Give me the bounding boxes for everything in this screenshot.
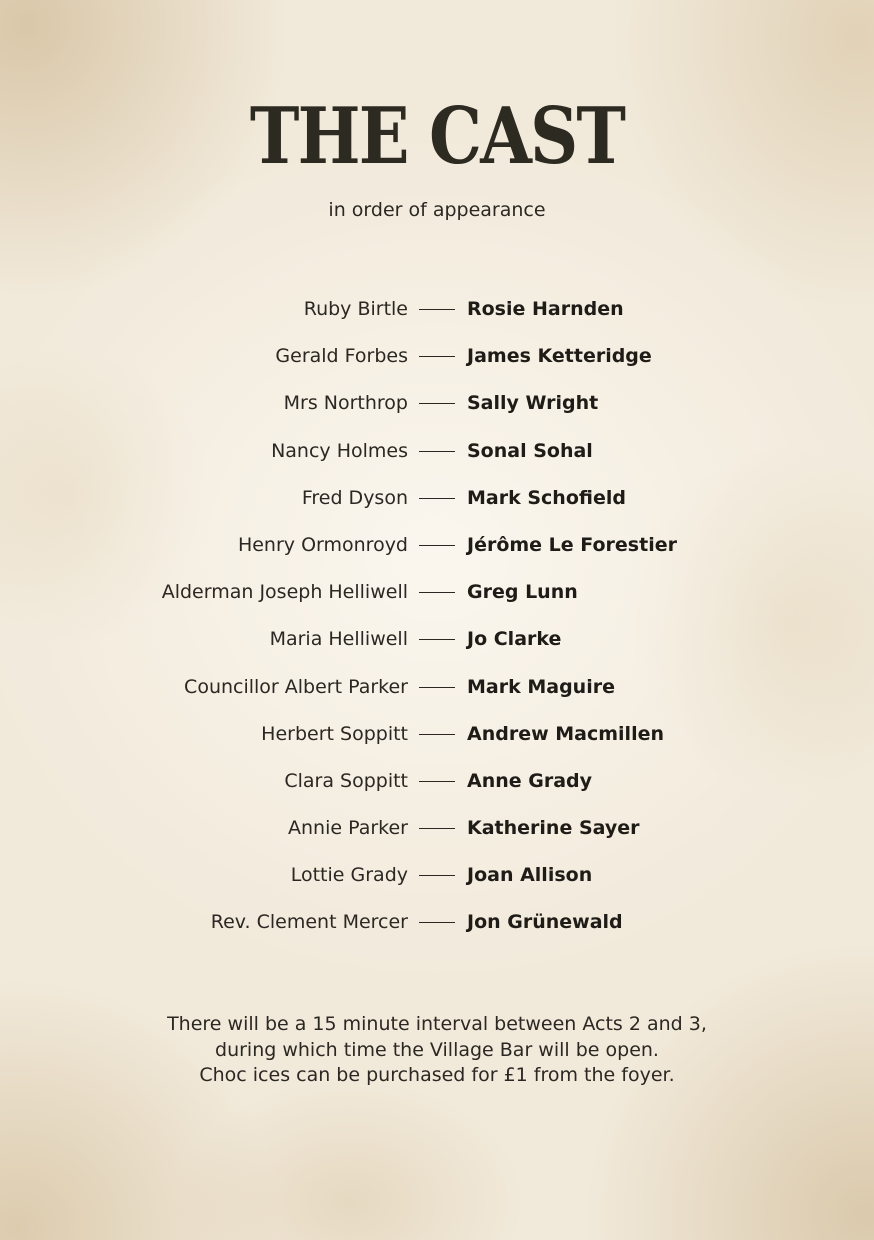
role-name: Fred Dyson xyxy=(301,486,408,509)
actor-name: Sonal Sohal xyxy=(467,439,593,462)
role-name: Lottie Grady xyxy=(290,864,408,887)
actor-name: Mark Schofield xyxy=(467,486,626,509)
cast-row xyxy=(0,341,874,388)
dash-divider xyxy=(419,922,455,923)
dash-divider xyxy=(419,828,455,829)
role-name: Alderman Joseph Helliwell xyxy=(161,581,408,604)
note-line: Choc ices can be purchased for £1 from the foyer. xyxy=(199,1064,675,1086)
role-name: Mrs Northrop xyxy=(283,392,408,415)
note-line: during which time the Village Bar will be open. xyxy=(215,1038,659,1061)
cast-row xyxy=(0,860,874,907)
cast-row xyxy=(0,719,874,766)
dash-divider xyxy=(419,498,455,499)
dash-divider xyxy=(419,781,455,782)
cast-row xyxy=(0,672,874,719)
actor-name: Mark Maguire xyxy=(467,675,615,698)
role-name: Ruby Birtle xyxy=(303,298,408,320)
cast-row xyxy=(0,483,874,530)
actor-name: Sally Wright xyxy=(467,392,599,415)
page-subtitle: in order of appearance xyxy=(328,199,546,221)
role-name: Clara Soppitt xyxy=(284,769,408,792)
actor-name: Greg Lunn xyxy=(467,581,578,604)
role-name: Annie Parker xyxy=(288,817,408,840)
actor-name: Joan Allison xyxy=(467,864,593,887)
dash-divider xyxy=(419,545,455,546)
actor-name: James Ketteridge xyxy=(467,345,652,368)
dash-divider xyxy=(419,403,455,404)
dash-divider xyxy=(419,309,455,310)
dash-divider xyxy=(419,687,455,688)
dash-divider xyxy=(419,639,455,640)
cast-row xyxy=(0,530,874,577)
dash-divider xyxy=(419,875,455,876)
role-name: Maria Helliwell xyxy=(269,628,408,651)
actor-name: Katherine Sayer xyxy=(467,817,640,840)
role-name: Gerald Forbes xyxy=(275,345,408,368)
dash-divider xyxy=(419,592,455,593)
role-name: Nancy Holmes xyxy=(271,439,408,462)
role-name: Rev. Clement Mercer xyxy=(210,911,408,934)
role-name: Councillor Albert Parker xyxy=(184,675,408,698)
cast-row xyxy=(0,294,874,341)
page-title: THE CAST xyxy=(249,91,625,182)
cast-row xyxy=(0,624,874,671)
actor-name: Jon Grünewald xyxy=(467,911,623,934)
cast-row xyxy=(0,388,874,435)
dash-divider xyxy=(419,734,455,735)
dash-divider xyxy=(419,451,455,452)
role-name: Henry Ormonroyd xyxy=(237,533,408,556)
role-name: Herbert Soppitt xyxy=(261,722,408,745)
cast-list xyxy=(0,294,874,955)
actor-name: Jérôme Le Forestier xyxy=(467,533,677,556)
note-line: There will be a 15 minute interval between Acts 2 and 3, xyxy=(167,1013,707,1035)
actor-name: Anne Grady xyxy=(467,769,593,792)
cast-row xyxy=(0,907,874,954)
cast-row xyxy=(0,766,874,813)
actor-name: Rosie Harnden xyxy=(467,298,624,320)
actor-name: Jo Clarke xyxy=(467,628,562,651)
interval-notes xyxy=(0,1012,874,1089)
dash-divider xyxy=(419,356,455,357)
cast-row xyxy=(0,436,874,483)
cast-row xyxy=(0,813,874,860)
cast-row xyxy=(0,577,874,624)
actor-name: Andrew Macmillen xyxy=(467,722,664,745)
